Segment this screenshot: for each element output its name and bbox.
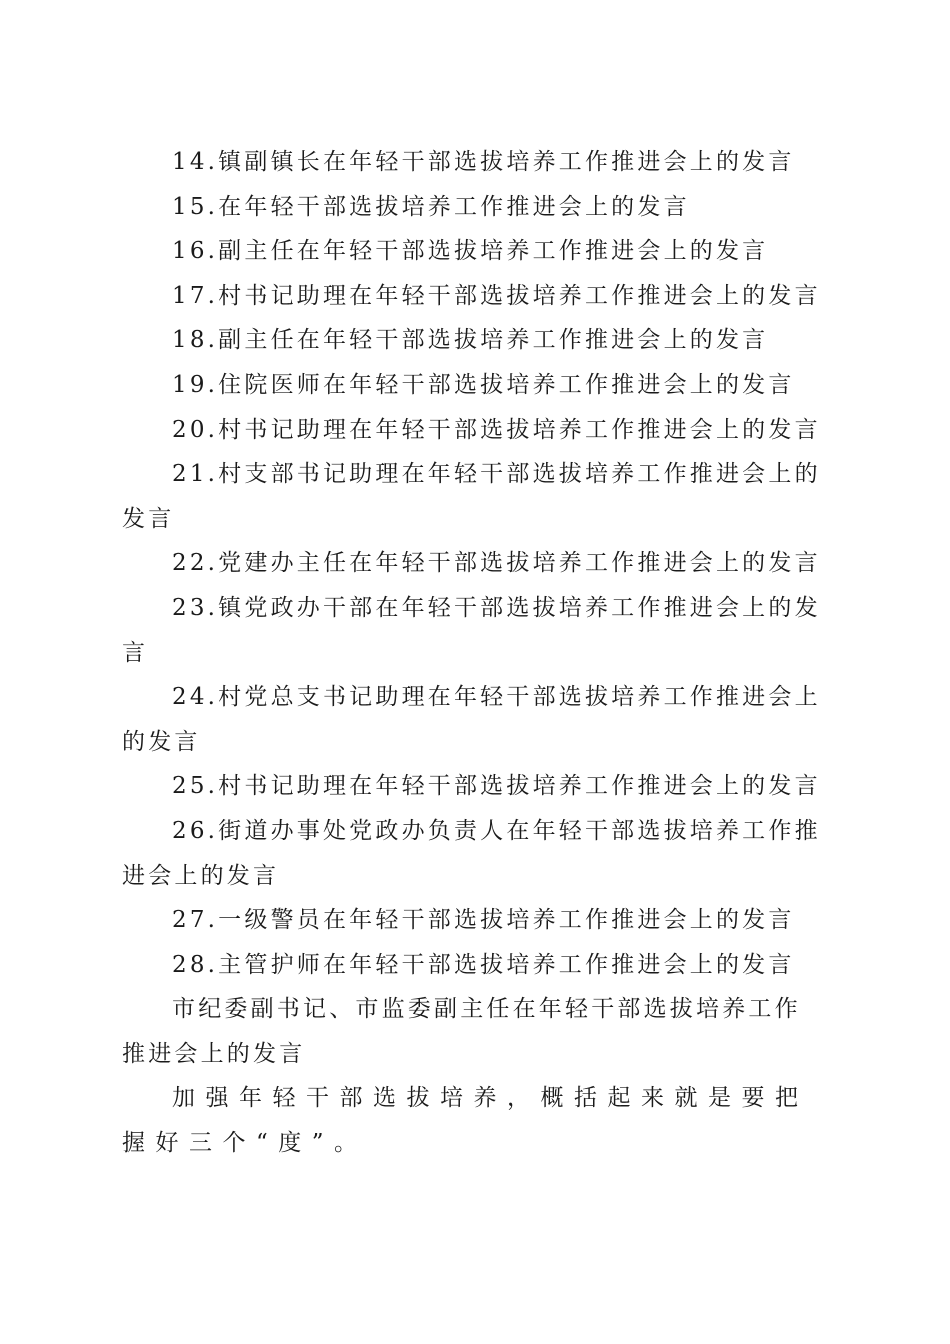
list-item: 26.街道办事处党政办负责人在年轻干部选拔培养工作推进会上的发言 [122,817,821,889]
intro-paragraph: 加强年轻干部选拔培养，概括起来就是要把握好三个“度”。 [122,1085,809,1157]
document-body [122,140,822,1166]
list-item: 17.村书记助理在年轻干部选拔培养工作推进会上的发言 [172,282,821,309]
list-item: 19.住院医师在年轻干部选拔培养工作推进会上的发言 [172,371,795,398]
list-item: 24.村党总支书记助理在年轻干部选拔培养工作推进会上的发言 [122,684,821,755]
list-item: 23.镇党政办干部在年轻干部选拔培养工作推进会上的发言 [122,594,821,666]
list-item: 20.村书记助理在年轻干部选拔培养工作推进会上的发言 [172,416,821,443]
list-item: 14.镇副镇长在年轻干部选拔培养工作推进会上的发言 [172,149,795,175]
list-item: 21.村支部书记助理在年轻干部选拔培养工作推进会上的发言 [122,461,821,532]
list-item: 22.党建办主任在年轻干部选拔培养工作推进会上的发言 [172,550,821,577]
list-item: 27.一级警员在年轻干部选拔培养工作推进会上的发言 [172,907,795,934]
list-item: 18.副主任在年轻干部选拔培养工作推进会上的发言 [172,327,769,354]
list-item: 16.副主任在年轻干部选拔培养工作推进会上的发言 [172,238,769,265]
list-item: 28.主管护师在年轻干部选拔培养工作推进会上的发言 [172,951,795,978]
list-item: 15.在年轻干部选拔培养工作推进会上的发言 [172,193,690,220]
section-heading: 市纪委副书记、市监委副主任在年轻干部选拔培养工作推进会上的发言 [122,996,801,1067]
list-item: 25.村书记助理在年轻干部选拔培养工作推进会上的发言 [172,773,821,800]
